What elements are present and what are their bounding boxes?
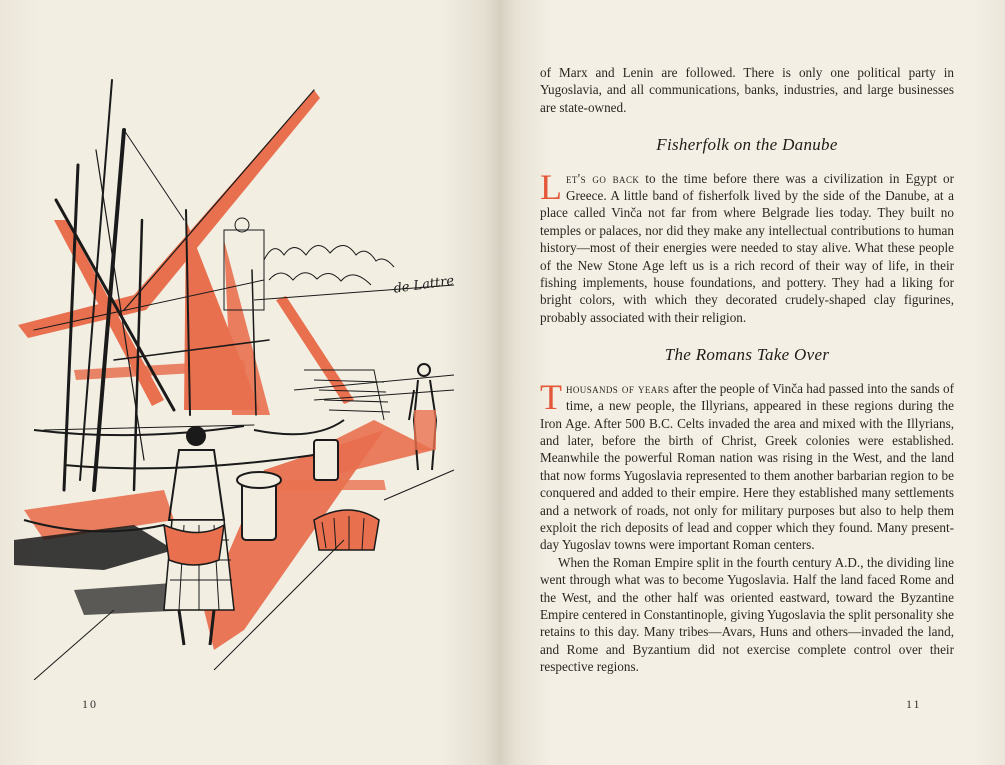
opening-paragraph: of Marx and Lenin are followed. There is only one political party in Yugoslavia, and all communications, banks, industries, and large businesses are state-owned. bbox=[540, 65, 954, 115]
red-sail-small bbox=[224, 240, 270, 415]
section-paragraph-romans-1 bbox=[540, 376, 954, 554]
section-paragraph-romans-2: When the Roman Empire split in the fourth century A.D., the dividing line went through what was to become Yugoslavia. Half the land faced Rome and the West, and the other half was oriented eastward, toward the Byzantine Empire centered in Constantinople, giving Yugoslavia the split personality she retains to this day. Many tribes—Avars, Huns and others—invaded the land, and Rome and Byzantium did not exercise complete control over their respective regions. bbox=[540, 554, 954, 675]
lead-smallcaps: et's go back bbox=[566, 170, 640, 186]
basket-right bbox=[314, 510, 379, 550]
section-heading-romans: The Romans Take Over bbox=[664, 345, 830, 365]
section-paragraph-fisherfolk bbox=[540, 166, 954, 327]
page-number-right: 11 bbox=[906, 697, 922, 711]
text-column bbox=[540, 64, 954, 676]
lead-smallcaps: housands of years bbox=[566, 380, 670, 396]
section-heading-fisherfolk: Fisherfolk on the Danube bbox=[656, 135, 838, 155]
paragraph-text: to the time before there was a civilization in Egypt or Greece. A little band of fisherfolk lived by the side of the Danube, at a place called Vinča not far from where Belgrade lies today. They built no temples or palaces, nor did they make any intellectual contributions to human history—most of their energies were needed to stay alive. What these people of the New Stone Age left us is a rich record of their way of life, in their fishing implements, house foundations, and pottery. They had a liking for bright colors, with which they decorated crudely-shaped clay figurines, probably associated with their religion. bbox=[540, 170, 954, 325]
artist-signature: de Lattre bbox=[392, 273, 456, 297]
paragraph-text: after the people of Vinča had passed into the sands of time, a new people, the Illyrians, appeared in these regions during the Iron Age. After 500 B.C. Celts invaded the area and mixed with the Illyrians, and later, before the birth of Christ, Greek colonies were established. Meanwhile the powerful Roman nation was rising in the West, and the land that now forms Yugoslavia represented to them another barbarian region to be conquered and added to their empire. Here they established many settlements and a network of roads, not only for military purposes but also to help them exploit the rich deposits of lead and copper which they found. Many present-day Yugoslav towns were important Roman centers. bbox=[540, 380, 954, 553]
drop-cap-l: L bbox=[540, 166, 562, 207]
harbor-sailboats-illustration bbox=[14, 70, 474, 680]
page-number-left: 10 bbox=[82, 697, 98, 711]
left-page bbox=[0, 0, 500, 765]
drop-cap-t: T bbox=[540, 376, 562, 417]
